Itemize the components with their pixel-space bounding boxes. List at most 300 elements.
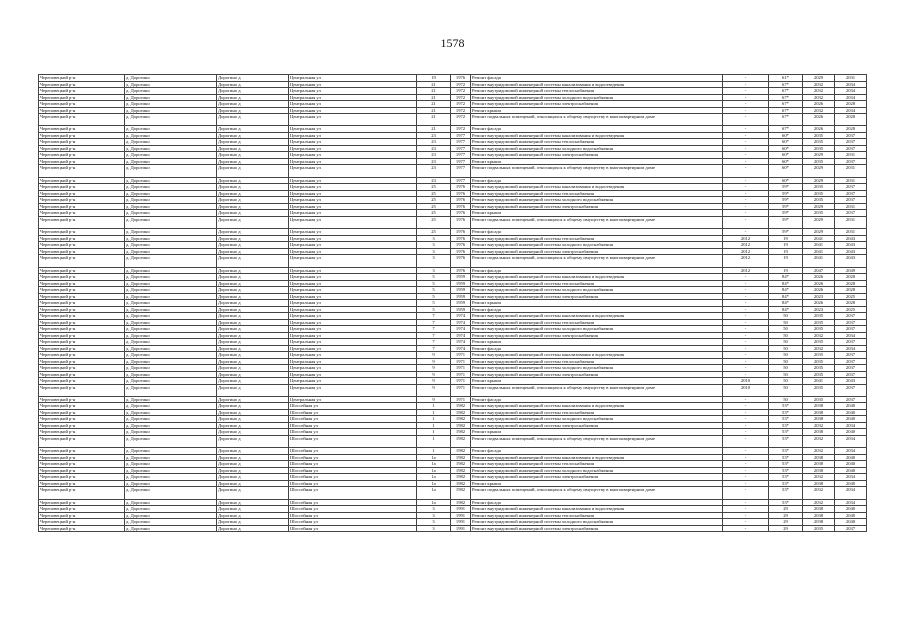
settlement-cell: д. Дорогино [125,300,217,307]
street-cell: Центральная ул [289,378,417,385]
last-repair-year-cell: - [723,435,769,447]
start-year-cell: 2035 [803,145,835,152]
end-year-cell: 2040 [835,480,867,487]
build-year-cell: 1982 [451,435,471,447]
end-year-cell: 2043 [835,248,867,255]
wear-percent-cell: 53* [769,461,803,468]
start-year-cell: 2035 [803,184,835,191]
locality-cell: Дорогино д [217,306,289,313]
start-year-cell: 2035 [803,365,835,372]
start-year-cell: 2032 [803,332,835,339]
build-year-cell: 1974 [451,332,471,339]
house-number-cell: 1 [417,435,451,447]
start-year-cell: 2029 [803,177,835,184]
street-cell: Центральная ул [289,158,417,165]
wear-percent-cell: 50 [769,365,803,372]
end-year-cell: 2031 [835,75,867,82]
house-number-cell: 3 [417,248,451,255]
wear-percent-cell: 50 [769,371,803,378]
work-type-cell: Ремонт крыши [471,210,723,217]
work-type-cell: Ремонт крыши [471,429,723,436]
street-cell: Центральная ул [289,107,417,114]
wear-percent-cell: 53* [769,467,803,474]
work-type-cell: Ремонт фасада [471,75,723,82]
end-year-cell: 2037 [835,145,867,152]
settlement-cell: д. Дорогино [125,216,217,228]
last-repair-year-cell: - [723,145,769,152]
wear-percent-cell: 19 [769,255,803,267]
end-year-cell: 2043 [835,242,867,249]
work-type-cell: Ремонт внутридомовой инженерной системы электроснабжения [471,203,723,210]
build-year-cell: 1959 [451,306,471,313]
settlement-cell: д. Дорогино [125,165,217,177]
house-number-cell: 7 [417,339,451,346]
wear-percent-cell: 67* [769,126,803,133]
end-year-cell: 2031 [835,177,867,184]
end-year-cell: 2034 [835,474,867,481]
house-number-cell: 7 [417,319,451,326]
house-number-cell: 3 [417,512,451,519]
last-repair-year-cell: - [723,371,769,378]
locality-cell: Дорогино д [217,454,289,461]
locality-cell: Дорогино д [217,319,289,326]
house-number-cell: 9 [417,352,451,359]
settlement-cell: д. Дорогино [125,101,217,108]
street-cell: Центральная ул [289,306,417,313]
build-year-cell: 1991 [451,525,471,532]
settlement-cell: д. Дорогино [125,358,217,365]
start-year-cell: 2029 [803,165,835,177]
start-year-cell: 2038 [803,454,835,461]
build-year-cell: 1974 [451,339,471,346]
settlement-cell: д. Дорогино [125,203,217,210]
district-cell: Череповецкий р-н [39,525,125,532]
start-year-cell: 2041 [803,242,835,249]
last-repair-year-cell: - [723,422,769,429]
build-year-cell: 1982 [451,480,471,487]
last-repair-year-cell: - [723,319,769,326]
end-year-cell: 2034 [835,345,867,352]
locality-cell: Дорогино д [217,358,289,365]
locality-cell: Дорогино д [217,280,289,287]
locality-cell: Дорогино д [217,409,289,416]
locality-cell: Дорогино д [217,81,289,88]
district-cell: Череповецкий р-н [39,326,125,333]
settlement-cell: д. Дорогино [125,107,217,114]
house-number-cell: 21 [417,114,451,126]
district-cell: Череповецкий р-н [39,229,125,236]
last-repair-year-cell: - [723,75,769,82]
house-number-cell: 9 [417,384,451,396]
start-year-cell: 2029 [803,216,835,228]
district-cell: Череповецкий р-н [39,319,125,326]
settlement-cell: д. Дорогино [125,461,217,468]
settlement-cell: д. Дорогино [125,158,217,165]
work-type-cell: Ремонт внутридомовой инженерной системы холодного водоснабжения [471,416,723,423]
house-number-cell: 9 [417,365,451,372]
wear-percent-cell: 53* [769,416,803,423]
work-type-cell: Ремонт внутридомовой инженерной системы канализования и водоотведения [471,403,723,410]
build-year-cell: 1982 [451,448,471,455]
house-number-cell: 3 [417,242,451,249]
start-year-cell: 2038 [803,403,835,410]
district-cell: Череповецкий р-н [39,267,125,274]
last-repair-year-cell: - [723,332,769,339]
locality-cell: Дорогино д [217,403,289,410]
end-year-cell: 2040 [835,403,867,410]
locality-cell: Дорогино д [217,480,289,487]
street-cell: Шоссейная ул [289,467,417,474]
last-repair-year-cell: 2012 [723,242,769,249]
work-type-cell: Ремонт внутридомовой инженерной системы холодного водоснабжения [471,145,723,152]
end-year-cell: 2037 [835,319,867,326]
work-type-cell: Ремонт подвальных помещений, относящихся к общему имуществу в многоквартирном доме [471,216,723,228]
district-cell: Череповецкий р-н [39,88,125,95]
wear-percent-cell: 50 [769,319,803,326]
locality-cell: Дорогино д [217,332,289,339]
street-cell: Центральная ул [289,197,417,204]
district-cell: Череповецкий р-н [39,306,125,313]
work-type-cell: Ремонт фасада [471,345,723,352]
settlement-cell: д. Дорогино [125,319,217,326]
last-repair-year-cell: - [723,480,769,487]
last-repair-year-cell: - [723,313,769,320]
settlement-cell: д. Дорогино [125,313,217,320]
house-number-cell: 1а [417,454,451,461]
work-type-cell: Ремонт внутридомовой инженерной системы электроснабжения [471,474,723,481]
settlement-cell: д. Дорогино [125,242,217,249]
street-cell: Шоссейная ул [289,512,417,519]
wear-percent-cell: 50 [769,332,803,339]
street-cell: Центральная ул [289,203,417,210]
street-cell: Шоссейная ул [289,506,417,513]
house-number-cell: 23 [417,165,451,177]
last-repair-year-cell: - [723,132,769,139]
settlement-cell: д. Дорогино [125,378,217,385]
last-repair-year-cell: - [723,203,769,210]
build-year-cell: 1976 [451,190,471,197]
locality-cell: Дорогино д [217,203,289,210]
table-body [39,75,867,532]
last-repair-year-cell: - [723,280,769,287]
settlement-cell: д. Дорогино [125,210,217,217]
work-type-cell: Ремонт внутридомовой инженерной системы канализования и водоотведения [471,184,723,191]
start-year-cell: 2035 [803,158,835,165]
build-year-cell: 1972 [451,88,471,95]
district-cell: Череповецкий р-н [39,287,125,294]
start-year-cell: 2026 [803,126,835,133]
build-year-cell: 1976 [451,216,471,228]
wear-percent-cell: 19 [769,248,803,255]
house-number-cell: 1 [417,429,451,436]
last-repair-year-cell: 2010 [723,384,769,396]
house-number-cell: 25 [417,216,451,228]
end-year-cell: 2037 [835,352,867,359]
district-cell: Череповецкий р-н [39,197,125,204]
work-type-cell: Ремонт внутридомовой инженерной системы холодного водоснабжения [471,197,723,204]
start-year-cell: 2026 [803,300,835,307]
locality-cell: Дорогино д [217,467,289,474]
work-type-cell: Ремонт внутридомовой инженерной системы электроснабжения [471,101,723,108]
last-repair-year-cell: - [723,300,769,307]
last-repair-year-cell: - [723,519,769,526]
work-type-cell: Ремонт фасада [471,448,723,455]
last-repair-year-cell: - [723,88,769,95]
locality-cell: Дорогино д [217,216,289,228]
wear-percent-cell: 50 [769,378,803,385]
last-repair-year-cell: - [723,287,769,294]
build-year-cell: 1976 [451,75,471,82]
end-year-cell: 2028 [835,114,867,126]
work-type-cell: Ремонт подвальных помещений, относящихся к общему имуществу в многоквартирном доме [471,384,723,396]
build-year-cell: 1991 [451,512,471,519]
wear-percent-cell: 60* [769,145,803,152]
locality-cell: Дорогино д [217,519,289,526]
settlement-cell: д. Дорогино [125,145,217,152]
end-year-cell: 2040 [835,409,867,416]
build-year-cell: 1982 [451,454,471,461]
locality-cell: Дорогино д [217,474,289,481]
last-repair-year-cell: - [723,474,769,481]
district-cell: Череповецкий р-н [39,94,125,101]
wear-percent-cell: 60* [769,165,803,177]
wear-percent-cell: 67* [769,81,803,88]
build-year-cell: 1977 [451,158,471,165]
settlement-cell: д. Дорогино [125,139,217,146]
district-cell: Череповецкий р-н [39,371,125,378]
house-number-cell: 5 [417,280,451,287]
end-year-cell: 2040 [835,429,867,436]
house-number-cell: 5 [417,300,451,307]
locality-cell: Дорогино д [217,229,289,236]
street-cell: Центральная ул [289,126,417,133]
work-type-cell: Ремонт фасада [471,126,723,133]
street-cell: Центральная ул [289,396,417,403]
house-number-cell: 23 [417,158,451,165]
house-number-cell: 9 [417,371,451,378]
locality-cell: Дорогино д [217,313,289,320]
end-year-cell: 2037 [835,139,867,146]
settlement-cell: д. Дорогино [125,293,217,300]
last-repair-year-cell: - [723,461,769,468]
wear-percent-cell: 53* [769,403,803,410]
work-type-cell: Ремонт фасада [471,229,723,236]
build-year-cell: 1991 [451,519,471,526]
last-repair-year-cell: - [723,158,769,165]
end-year-cell: 2028 [835,101,867,108]
house-number-cell: 25 [417,190,451,197]
house-number-cell: 7 [417,332,451,339]
end-year-cell: 2031 [835,203,867,210]
settlement-cell: д. Дорогино [125,184,217,191]
start-year-cell: 2038 [803,429,835,436]
district-cell: Череповецкий р-н [39,352,125,359]
locality-cell: Дорогино д [217,101,289,108]
wear-percent-cell: 53* [769,487,803,499]
build-year-cell: 1959 [451,293,471,300]
wear-percent-cell: 53* [769,474,803,481]
last-repair-year-cell: - [723,339,769,346]
start-year-cell: 2035 [803,358,835,365]
start-year-cell: 2035 [803,339,835,346]
work-type-cell: Ремонт крыши [471,480,723,487]
locality-cell: Дорогино д [217,255,289,267]
district-cell: Череповецкий р-н [39,358,125,365]
district-cell: Череповецкий р-н [39,101,125,108]
locality-cell: Дорогино д [217,525,289,532]
street-cell: Центральная ул [289,190,417,197]
wear-percent-cell: 67* [769,107,803,114]
build-year-cell: 1976 [451,255,471,267]
district-cell: Череповецкий р-н [39,435,125,447]
page-number: 1578 [440,36,465,50]
start-year-cell: 2026 [803,280,835,287]
start-year-cell: 2029 [803,203,835,210]
last-repair-year-cell: - [723,107,769,114]
work-type-cell: Ремонт подвальных помещений, относящихся к общему имуществу в многоквартирном доме [471,435,723,447]
start-year-cell: 2035 [803,190,835,197]
end-year-cell: 2034 [835,435,867,447]
last-repair-year-cell: - [723,429,769,436]
end-year-cell: 2043 [835,255,867,267]
street-cell: Центральная ул [289,75,417,82]
build-year-cell: 1976 [451,203,471,210]
end-year-cell: 2031 [835,216,867,228]
house-number-cell: 25 [417,184,451,191]
house-number-cell: 1 [417,416,451,423]
wear-percent-cell: 53* [769,448,803,455]
settlement-cell: д. Дорогино [125,506,217,513]
house-number-cell: 25 [417,229,451,236]
last-repair-year-cell: - [723,506,769,513]
street-cell: Центральная ул [289,165,417,177]
last-repair-year-cell: - [723,525,769,532]
house-number-cell: 3 [417,267,451,274]
end-year-cell: 2037 [835,190,867,197]
start-year-cell: 2035 [803,139,835,146]
house-number-cell: 23 [417,139,451,146]
start-year-cell: 2038 [803,409,835,416]
district-cell: Череповецкий р-н [39,203,125,210]
district-cell: Череповецкий р-н [39,126,125,133]
locality-cell: Дорогино д [217,461,289,468]
last-repair-year-cell: - [723,81,769,88]
start-year-cell: 2035 [803,525,835,532]
last-repair-year-cell: - [723,467,769,474]
start-year-cell: 2035 [803,313,835,320]
start-year-cell: 2038 [803,506,835,513]
district-cell: Череповецкий р-н [39,280,125,287]
locality-cell: Дорогино д [217,499,289,506]
start-year-cell: 2026 [803,114,835,126]
locality-cell: Дорогино д [217,378,289,385]
locality-cell: Дорогино д [217,184,289,191]
street-cell: Центральная ул [289,267,417,274]
district-cell: Череповецкий р-н [39,512,125,519]
last-repair-year-cell: - [723,306,769,313]
street-cell: Центральная ул [289,132,417,139]
street-cell: Центральная ул [289,293,417,300]
last-repair-year-cell: - [723,358,769,365]
street-cell: Центральная ул [289,332,417,339]
locality-cell: Дорогино д [217,145,289,152]
start-year-cell: 2032 [803,94,835,101]
work-type-cell: Ремонт подвальных помещений, относящихся к общему имуществу в многоквартирном доме [471,165,723,177]
build-year-cell: 1982 [451,461,471,468]
locality-cell: Дорогино д [217,293,289,300]
settlement-cell: д. Дорогино [125,409,217,416]
work-type-cell: Ремонт фасада [471,499,723,506]
house-number-cell: 1а [417,480,451,487]
locality-cell: Дорогино д [217,210,289,217]
build-year-cell: 1982 [451,403,471,410]
house-number-cell: 25 [417,197,451,204]
work-type-cell: Ремонт фасада [471,267,723,274]
street-cell: Центральная ул [289,229,417,236]
locality-cell: Дорогино д [217,371,289,378]
house-number-cell: 3 [417,255,451,267]
end-year-cell: 2034 [835,88,867,95]
build-year-cell: 1982 [451,467,471,474]
end-year-cell: 2034 [835,332,867,339]
street-cell: Центральная ул [289,319,417,326]
locality-cell: Дорогино д [217,177,289,184]
work-type-cell: Ремонт внутридомовой инженерной системы холодного водоснабжения [471,242,723,249]
wear-percent-cell: 59* [769,184,803,191]
house-number-cell: 1 [417,409,451,416]
build-year-cell: 1977 [451,139,471,146]
locality-cell: Дорогино д [217,197,289,204]
end-year-cell: 2040 [835,461,867,468]
house-number-cell: 5 [417,293,451,300]
house-number-cell: 1а [417,461,451,468]
wear-percent-cell: 60* [769,132,803,139]
start-year-cell: 2023 [803,293,835,300]
end-year-cell: 2034 [835,94,867,101]
last-repair-year-cell: 2012 [723,255,769,267]
build-year-cell: 1977 [451,145,471,152]
district-cell: Череповецкий р-н [39,396,125,403]
build-year-cell: 1974 [451,313,471,320]
work-type-cell: Ремонт внутридомовой инженерной системы электроснабжения [471,371,723,378]
work-type-cell: Ремонт внутридомовой инженерной системы электроснабжения [471,332,723,339]
house-number-cell: 3 [417,506,451,513]
district-cell: Череповецкий р-н [39,165,125,177]
table-row [39,114,867,126]
build-year-cell: 1974 [451,345,471,352]
end-year-cell: 2040 [835,506,867,513]
house-number-cell: 1 [417,448,451,455]
street-cell: Центральная ул [289,352,417,359]
end-year-cell: 2040 [835,512,867,519]
wear-percent-cell: 60* [769,139,803,146]
last-repair-year-cell: - [723,365,769,372]
locality-cell: Дорогино д [217,487,289,499]
house-number-cell: 21 [417,126,451,133]
settlement-cell: д. Дорогино [125,152,217,159]
work-type-cell: Ремонт внутридомовой инженерной системы электроснабжения [471,293,723,300]
house-number-cell: 21 [417,88,451,95]
house-number-cell: 3 [417,525,451,532]
district-cell: Череповецкий р-н [39,474,125,481]
wear-percent-cell: 29 [769,519,803,526]
house-number-cell: 9 [417,396,451,403]
start-year-cell: 2035 [803,319,835,326]
last-repair-year-cell: 2010 [723,378,769,385]
house-number-cell: 5 [417,274,451,281]
locality-cell: Дорогино д [217,242,289,249]
start-year-cell: 2026 [803,287,835,294]
